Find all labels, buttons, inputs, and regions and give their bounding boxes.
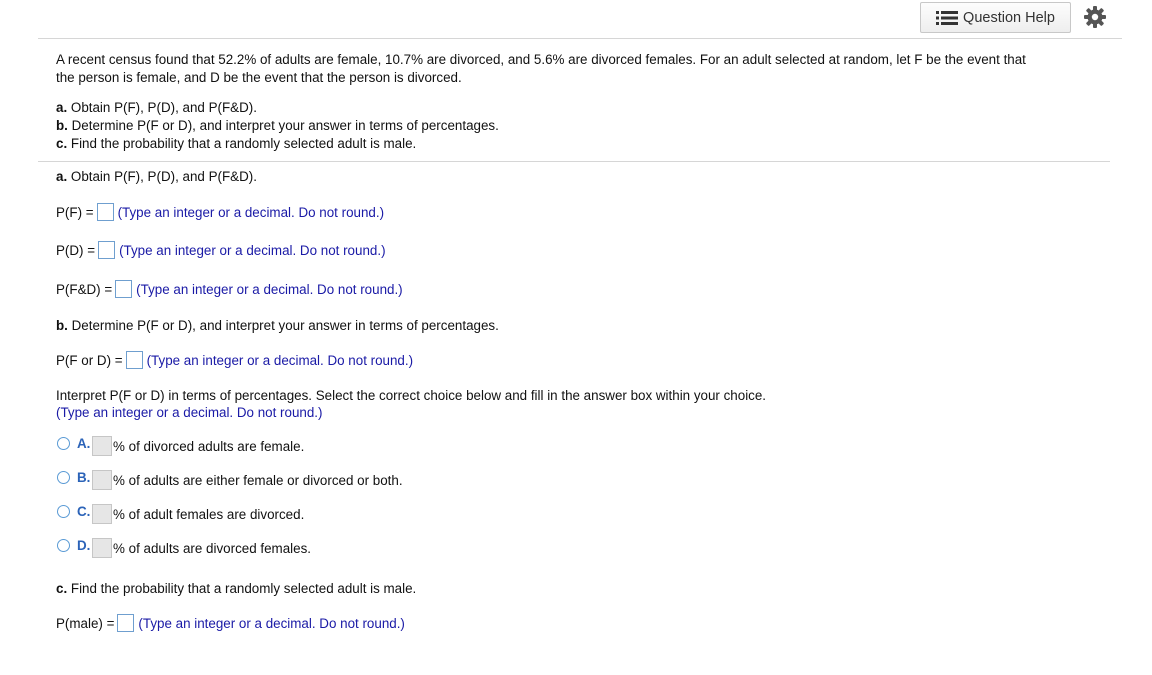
choice-c-input[interactable] xyxy=(92,504,112,524)
intro-line-1: A recent census found that 52.2% of adults are female, 10.7% are divorced, and 5.6% are divorced females. For an adult selected at random, let F be the event that xyxy=(56,52,1026,67)
choice-d[interactable] xyxy=(57,535,311,555)
pd-label: P(D) = xyxy=(56,243,96,258)
pfd-input[interactable] xyxy=(115,280,132,298)
part-b-heading: b. Determine P(F or D), and interpret your answer in terms of percentages. xyxy=(56,318,499,333)
choice-b-letter: B. xyxy=(77,469,91,485)
part-c-heading: c. Find the probability that a randomly selected adult is male. xyxy=(56,581,417,596)
choice-b-text: % of adults are either female or divorced or both. xyxy=(113,472,403,488)
interpret-hint: (Type an integer or a decimal. Do not round.) xyxy=(56,405,323,420)
choice-c[interactable] xyxy=(57,501,304,521)
interpret-prompt: Interpret P(F or D) in terms of percentages. Select the correct choice below and fill in the answer box within your choice. xyxy=(56,388,767,403)
choice-b[interactable] xyxy=(57,467,403,487)
gear-icon[interactable] xyxy=(1083,5,1107,29)
pford-label: P(F or D) = xyxy=(56,353,123,368)
choice-b-input[interactable] xyxy=(92,470,112,490)
choice-a-radio[interactable] xyxy=(57,437,70,450)
pf-row xyxy=(56,204,384,222)
pf-input[interactable] xyxy=(97,203,114,221)
question-help-label: Question Help xyxy=(963,9,1055,26)
pf-label: P(F) = xyxy=(56,205,94,220)
header-divider xyxy=(38,38,1122,39)
pmale-hint: (Type an integer or a decimal. Do not round.) xyxy=(138,616,405,631)
choice-c-radio[interactable] xyxy=(57,505,70,518)
section-divider xyxy=(38,161,1110,162)
list-icon xyxy=(936,10,958,26)
choice-d-letter: D. xyxy=(77,537,91,553)
choice-d-radio[interactable] xyxy=(57,539,70,552)
choice-c-text: % of adult females are divorced. xyxy=(113,506,305,522)
pd-hint: (Type an integer or a decimal. Do not round.) xyxy=(119,243,386,258)
choice-c-letter: C. xyxy=(77,503,91,519)
pd-row xyxy=(56,242,386,260)
task-a: a. Obtain P(F), P(D), and P(F&D). xyxy=(56,100,257,115)
pmale-row xyxy=(56,615,405,633)
top-bar xyxy=(0,0,1152,38)
pmale-input[interactable] xyxy=(117,614,134,632)
pfd-hint: (Type an integer or a decimal. Do not round.) xyxy=(136,282,403,297)
part-a-heading: a. Obtain P(F), P(D), and P(F&D). xyxy=(56,169,257,184)
task-b: b. Determine P(F or D), and interpret your answer in terms of percentages. xyxy=(56,118,499,133)
choice-b-radio[interactable] xyxy=(57,471,70,484)
intro-line-2: the person is female, and D be the event that the person is divorced. xyxy=(56,70,462,85)
choice-d-input[interactable] xyxy=(92,538,112,558)
task-c: c. Find the probability that a randomly selected adult is male. xyxy=(56,136,417,151)
pfd-label: P(F&D) = xyxy=(56,282,113,297)
pf-hint: (Type an integer or a decimal. Do not round.) xyxy=(117,205,385,220)
choice-a-letter: A. xyxy=(77,435,91,451)
question-help-button[interactable] xyxy=(920,2,1071,33)
choice-d-text: % of adults are divorced females. xyxy=(113,540,311,556)
pford-input[interactable] xyxy=(126,351,143,369)
pford-hint: (Type an integer or a decimal. Do not round.) xyxy=(146,353,414,368)
pford-row xyxy=(56,352,413,370)
choice-a-input[interactable] xyxy=(92,436,112,456)
choice-a-text: % of divorced adults are female. xyxy=(113,438,305,454)
pfd-row xyxy=(56,281,403,299)
choice-a[interactable] xyxy=(57,433,304,453)
pmale-label: P(male) = xyxy=(56,616,115,631)
pd-input[interactable] xyxy=(98,241,115,259)
